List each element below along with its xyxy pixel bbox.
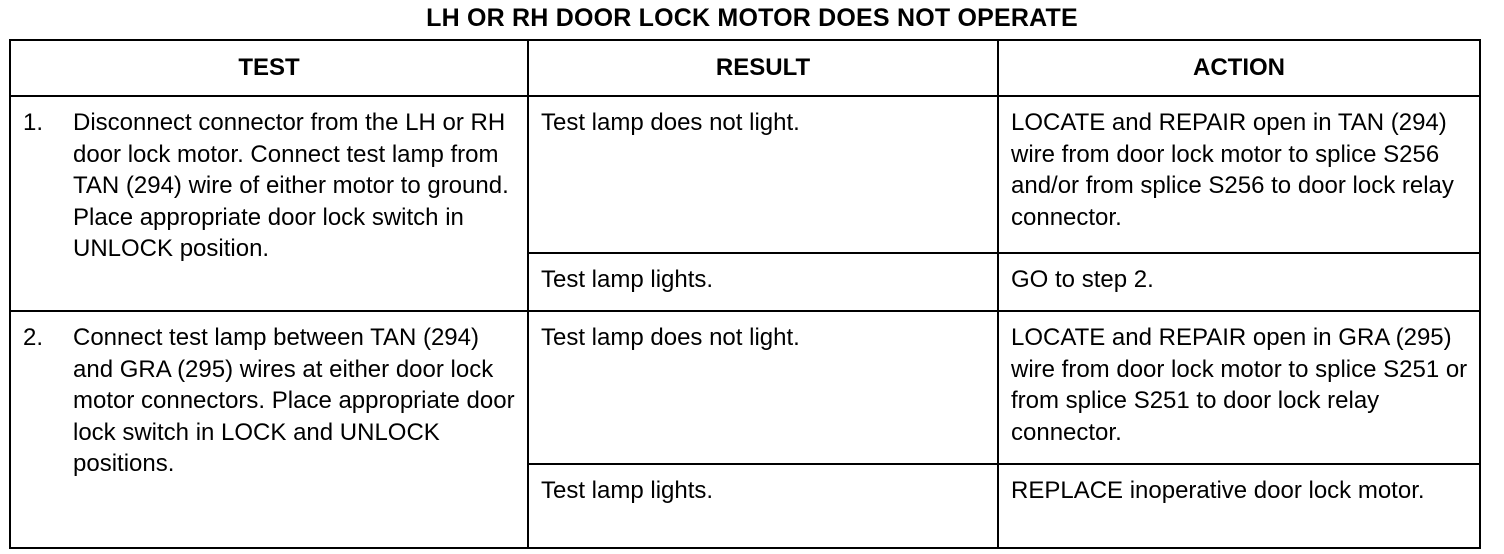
header-row <box>10 40 1480 96</box>
action-cell: GO to step 2. <box>998 253 1480 311</box>
test-step-1 <box>10 96 528 311</box>
step-test-text: Disconnect connector from the LH or RH door lock motor. Connect test lamp from TAN (294) wire of either motor to ground. Place appropriate door lock switch in UNLOCK position. <box>73 109 509 262</box>
header-result: RESULT <box>528 40 998 96</box>
action-cell: REPLACE inoperative door lock motor. <box>998 464 1480 548</box>
action-cell: LOCATE and REPAIR open in TAN (294) wire from door lock motor to splice S256 and/or from splice S256 to door lock relay connector. <box>998 96 1480 253</box>
action-cell: LOCATE and REPAIR open in GRA (295) wire from door lock motor to splice S251 or from splice S251 to door lock relay connector. <box>998 311 1480 464</box>
step-number: 1. <box>23 109 44 136</box>
result-cell: Test lamp does not light. <box>528 96 998 253</box>
table-row <box>10 311 1480 464</box>
header-test: TEST <box>10 40 528 96</box>
test-step-2 <box>10 311 528 548</box>
diagnostic-table <box>9 39 1481 549</box>
result-cell: Test lamp lights. <box>528 464 998 548</box>
page-title: LH OR RH DOOR LOCK MOTOR DOES NOT OPERATE <box>426 4 1078 32</box>
header-action: ACTION <box>998 40 1480 96</box>
table-row <box>10 96 1480 253</box>
result-cell: Test lamp lights. <box>528 253 998 311</box>
result-cell: Test lamp does not light. <box>528 311 998 464</box>
step-test-text: Connect test lamp between TAN (294) and GRA (295) wires at either door lock motor connectors. Place appropriate door lock switch in LOCK and UNLOCK positions. <box>73 324 515 477</box>
step-number: 2. <box>23 324 44 351</box>
